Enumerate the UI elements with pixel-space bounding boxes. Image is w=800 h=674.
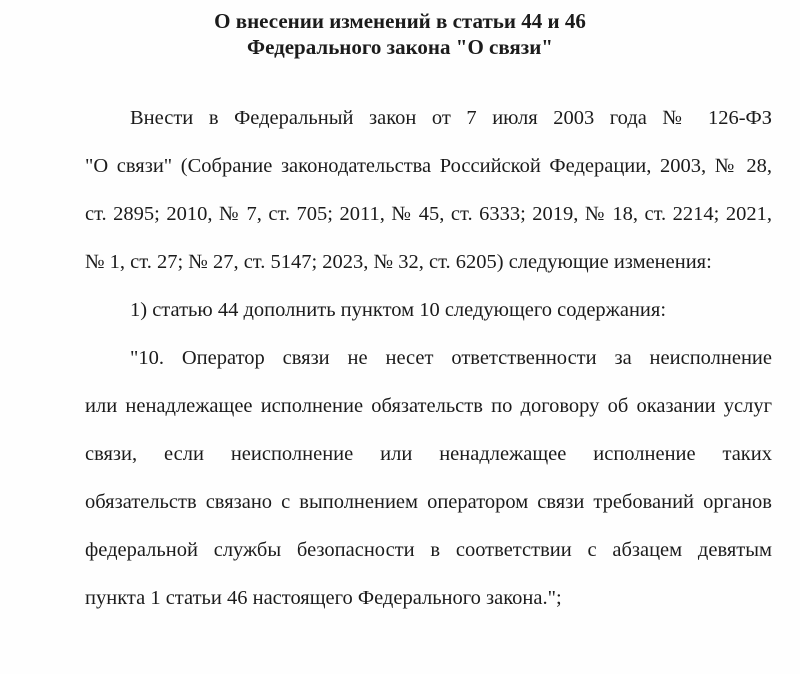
paragraph-3-line-4: обязательств связано с выполнением оператором связи требований органов (85, 491, 772, 513)
document-title-line-1: О внесении изменений в статьи 44 и 46 (214, 9, 586, 33)
document-title-line-2: Федерального закона "О связи" (247, 35, 553, 59)
paragraph-2-line-1: 1) статью 44 дополнить пунктом 10 следующего содержания: (130, 299, 667, 321)
paragraph-3-line-6: пункта 1 статьи 46 настоящего Федерального закона."; (85, 587, 562, 609)
paragraph-3-line-5: федеральной службы безопасности в соответствии с абзацем девятым (85, 539, 772, 561)
paragraph-3-line-3: связи, если неисполнение или ненадлежащее исполнение таких (85, 443, 772, 465)
paragraph-1-line-4: № 1, ст. 27; № 27, ст. 5147; 2023, № 32, ст. 6205) следующие изменения: (85, 251, 712, 273)
document-body (85, 94, 772, 622)
paragraph-3-line-2: или ненадлежащее исполнение обязательств по договору об оказании услуг (85, 395, 772, 417)
document-title (0, 0, 800, 60)
paragraph-3-line-1: "10. Оператор связи не несет ответственности за неисполнение (130, 347, 772, 369)
paragraph-1-line-3: ст. 2895; 2010, № 7, ст. 705; 2011, № 45, ст. 6333; 2019, № 18, ст. 2214; 2021, (85, 203, 772, 225)
paragraph-1-line-2: "О связи" (Собрание законодательства Российской Федерации, 2003, № 28, (85, 155, 772, 177)
paragraph-1-line-1: Внести в Федеральный закон от 7 июля 2003 года № 126-ФЗ (130, 107, 772, 129)
